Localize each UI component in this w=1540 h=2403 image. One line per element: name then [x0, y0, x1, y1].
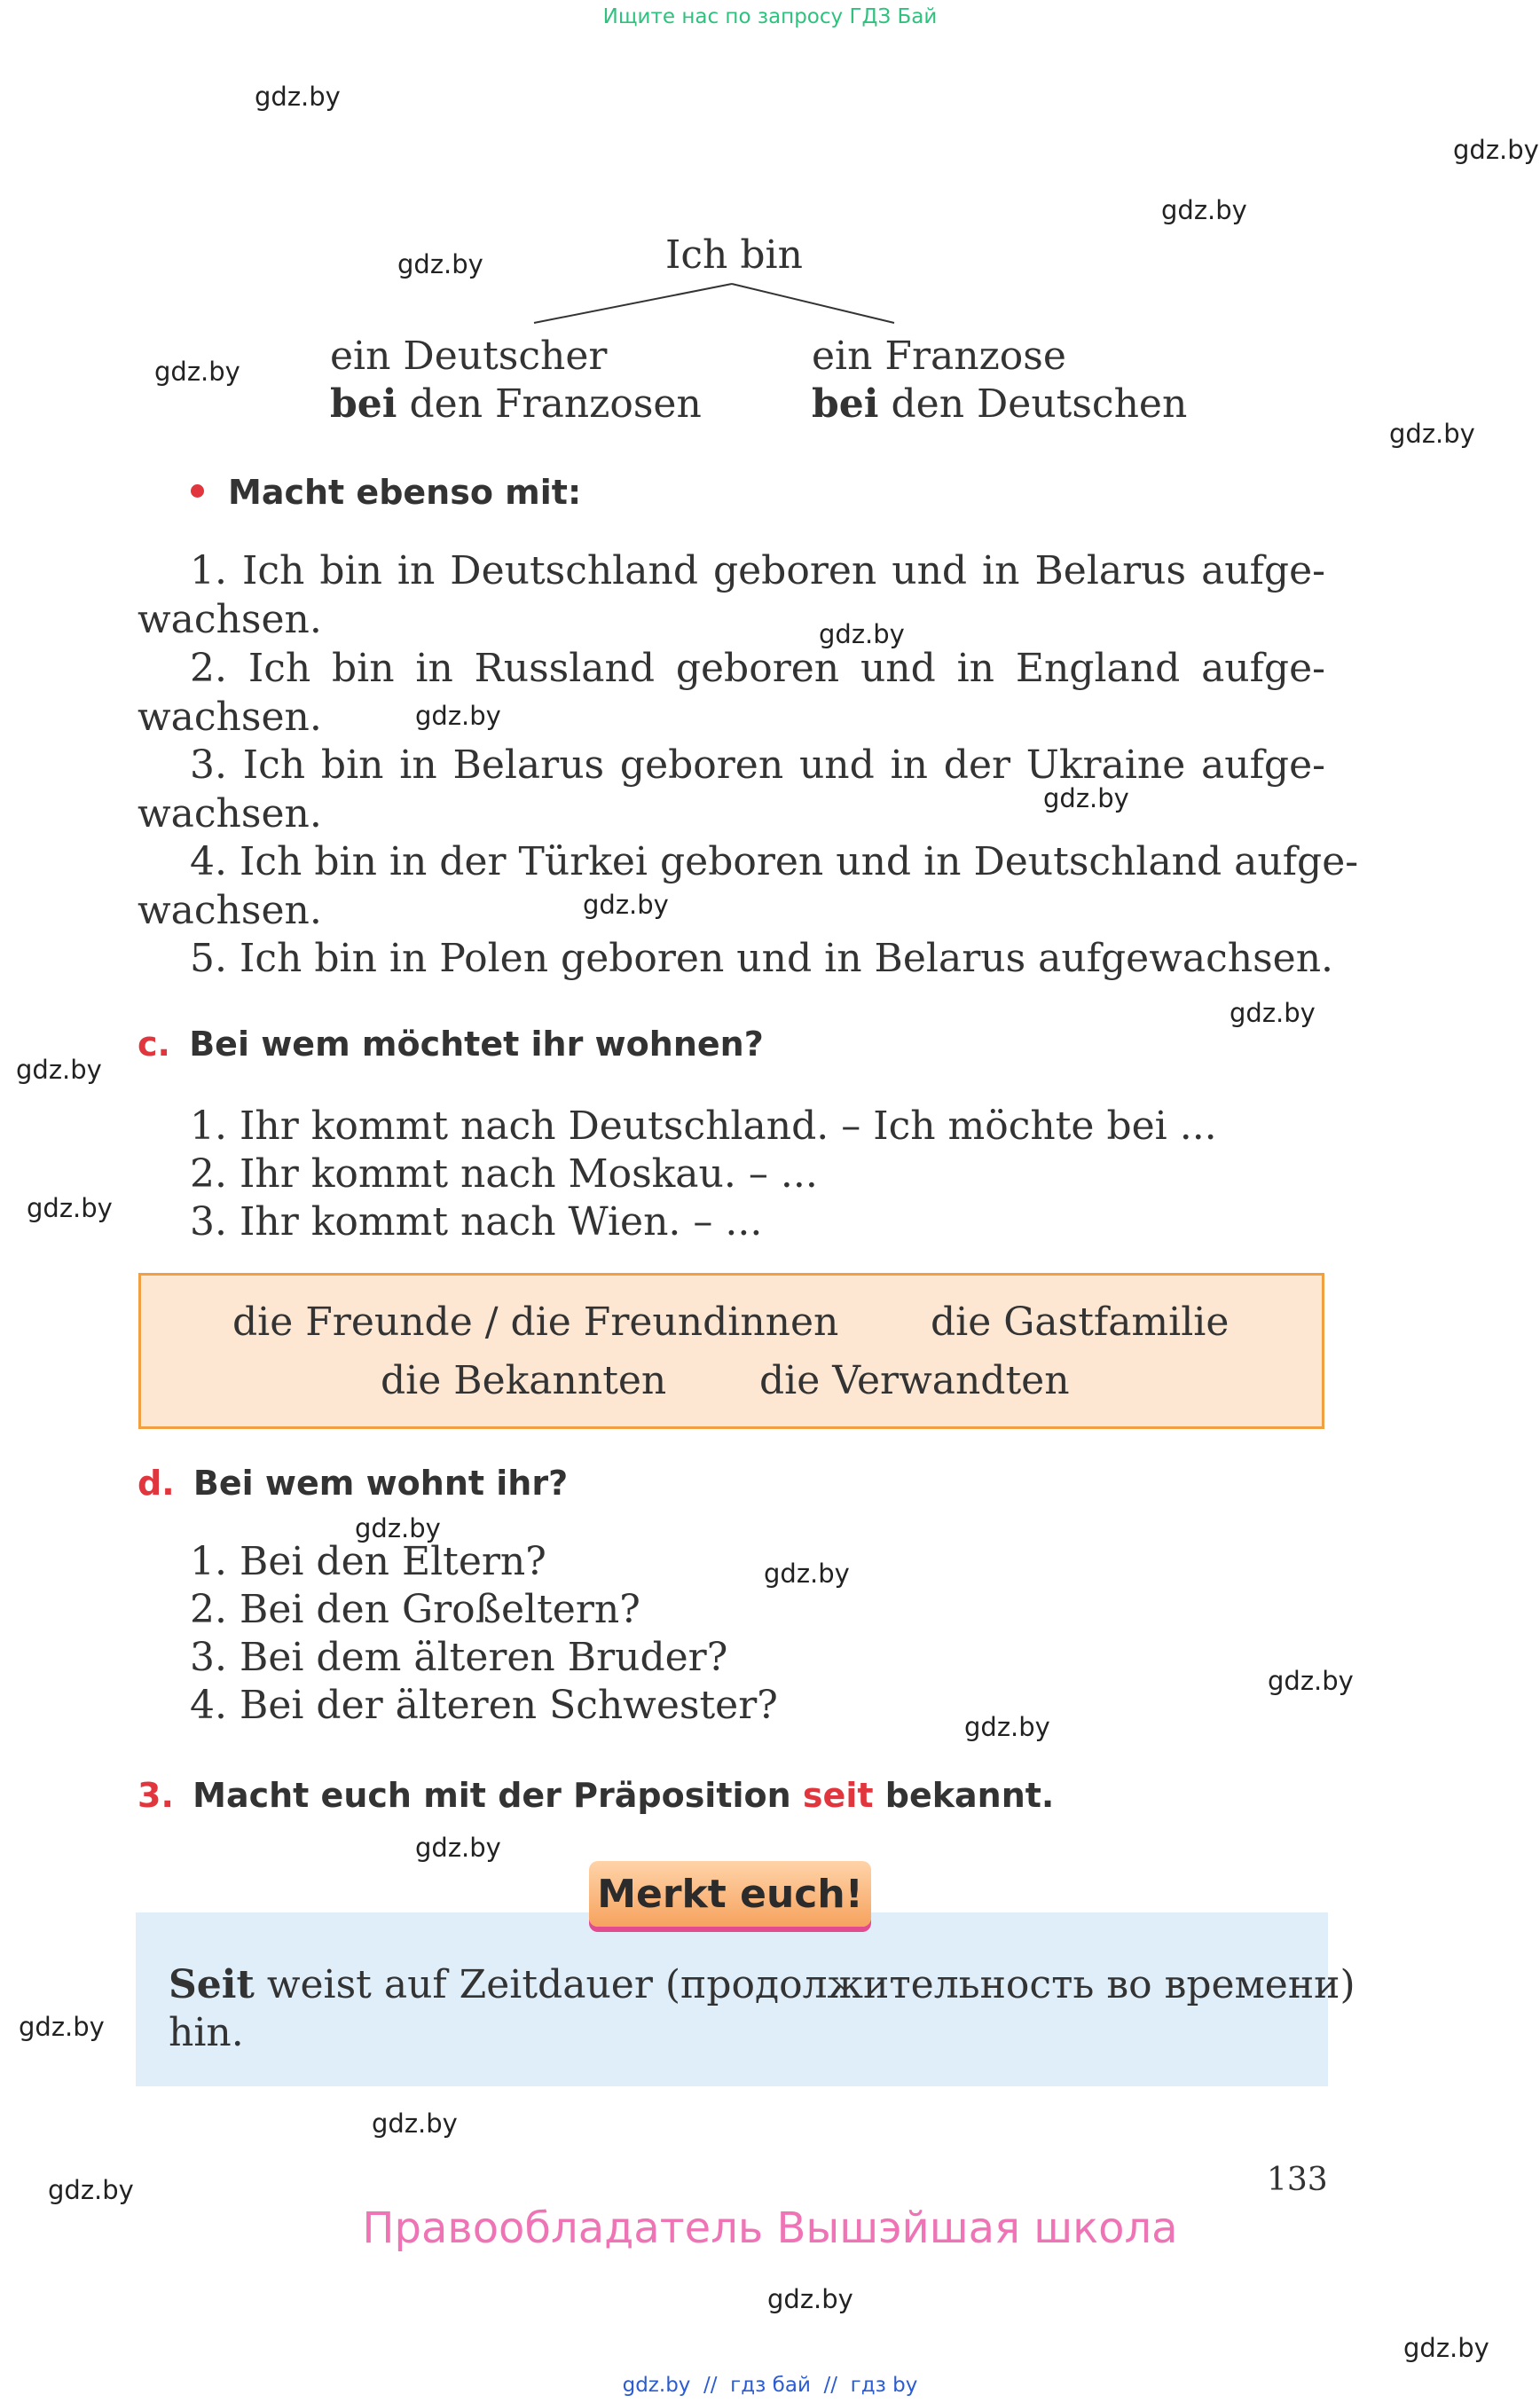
sentence-number: 4. — [190, 839, 227, 884]
item-text: Ihr kommt nach Deutschland. – Ich möchte bei ... — [239, 1103, 1217, 1149]
watermark: gdz.by — [19, 2012, 105, 2042]
watermark: gdz.by — [48, 2175, 134, 2205]
watermark: gdz.by — [372, 2109, 458, 2139]
sentence-number: 3. — [190, 742, 227, 788]
watermark: gdz.by — [16, 1055, 102, 1085]
item-text: Bei den Eltern? — [239, 1539, 546, 1584]
watermark: gdz.by — [1453, 135, 1539, 165]
diagram-left-bold: bei — [330, 381, 397, 427]
section-d-item-1 — [190, 1538, 1379, 1586]
diagram-right-rest: den Deutschen — [891, 381, 1188, 427]
section-d-letter: d. — [138, 1464, 175, 1503]
watermark: gdz.by — [1161, 195, 1247, 225]
item-number: 4. — [190, 1683, 227, 1728]
diagram-left-rest: den Franzosen — [409, 381, 702, 427]
sentence-number: 5. — [190, 936, 227, 981]
watermark: gdz.by — [1043, 783, 1129, 813]
word-box — [138, 1273, 1324, 1429]
diagram-right-line1: ein Franzose — [812, 334, 1066, 379]
item-text: Ihr kommt nach Wien. – ... — [239, 1199, 763, 1245]
sentence-2-line1 — [190, 645, 1325, 693]
merkt-euch-banner: Merkt euch! — [589, 1861, 871, 1927]
sentence-3-line1 — [190, 742, 1325, 789]
sentence-text: Ich bin in Deutschland geboren und in Belarus aufge- — [241, 548, 1325, 593]
diagram-root: Ich bin — [665, 232, 803, 278]
item-number: 1. — [190, 1539, 227, 1584]
top-notice[interactable]: Ищите нас по запросу ГДЗ Бай — [602, 5, 938, 28]
watermark: gdz.by — [27, 1193, 113, 1223]
section-d-item-3 — [190, 1634, 1379, 1682]
task-3-heading — [138, 1776, 1054, 1815]
item-number: 2. — [190, 1151, 227, 1197]
item-text: Bei der älteren Schwester? — [239, 1683, 778, 1728]
watermark: gdz.by — [397, 249, 483, 279]
section-d-title: Bei wem wohnt ihr? — [192, 1464, 569, 1503]
diagram-right-bold: bei — [812, 381, 879, 427]
diagram-left-line1: ein Deutscher — [330, 334, 608, 379]
watermark: gdz.by — [255, 82, 341, 112]
sentence-text: Ich bin in Polen geboren und in Belarus aufgewachsen. — [239, 936, 1334, 981]
task-intro: Macht ebenso mit: — [228, 473, 582, 512]
task-3-pre: Macht euch mit der Präposition — [192, 1776, 791, 1815]
section-c-item-1 — [190, 1103, 1379, 1150]
rule-line-1 — [169, 1962, 1355, 2007]
task-3-highlight: seit — [802, 1776, 874, 1815]
watermark: gdz.by — [767, 2284, 853, 2314]
sentence-number: 2. — [190, 646, 227, 691]
item-number: 1. — [190, 1103, 227, 1149]
rule-bold: Seit — [169, 1962, 255, 2007]
item-number: 2. — [190, 1587, 227, 1632]
sentence-text: Ich bin in Russland geboren und in England aufge- — [248, 646, 1325, 691]
item-text: Bei dem älteren Bruder? — [239, 1635, 728, 1680]
bullet-dot — [191, 484, 204, 498]
sentence-1-line1 — [190, 547, 1325, 595]
page-number: 133 — [1267, 2162, 1328, 2198]
section-c-item-3 — [190, 1198, 1379, 1246]
section-d-heading — [138, 1464, 568, 1503]
watermark: gdz.by — [964, 1712, 1050, 1742]
watermark: gdz.by — [415, 701, 501, 731]
item-number: 3. — [190, 1635, 227, 1680]
footer-links[interactable]: gdz.by // гдз бай // гдз by — [622, 2374, 918, 2397]
sentence-text: Ich bin in der Türkei geboren und in Deutschland aufge- — [239, 839, 1359, 884]
task-3-number: 3. — [138, 1776, 174, 1815]
section-d-item-4 — [190, 1682, 1379, 1730]
word-box-item: die Gastfamilie — [931, 1300, 1230, 1345]
watermark: gdz.by — [1403, 2333, 1489, 2363]
sentence-1-line2: wachsen. — [138, 597, 322, 642]
sentence-text: Ich bin in Belarus geboren und in der Ukraine aufge- — [242, 742, 1325, 788]
item-number: 3. — [190, 1199, 227, 1245]
sentence-number: 1. — [190, 548, 227, 593]
watermark: gdz.by — [1230, 998, 1316, 1028]
sentence-4-line2: wachsen. — [138, 888, 322, 933]
watermark: gdz.by — [415, 1833, 501, 1863]
watermark: gdz.by — [819, 619, 905, 649]
word-box-item: die Freunde / die Freundinnen — [232, 1300, 839, 1345]
watermark: gdz.by — [355, 1513, 441, 1543]
item-text: Ihr kommt nach Moskau. – ... — [239, 1151, 818, 1197]
watermark: gdz.by — [1389, 419, 1475, 449]
item-text: Bei den Großeltern? — [239, 1587, 640, 1632]
section-c-heading — [138, 1025, 764, 1064]
section-c-item-2 — [190, 1150, 1379, 1198]
diagram-left-line2 — [330, 381, 702, 427]
copyright: Правообладатель Вышэйшая школа — [362, 2203, 1178, 2253]
sentence-5-line1 — [190, 935, 1379, 983]
section-c-letter: c. — [138, 1025, 170, 1064]
section-d-item-2 — [190, 1586, 1379, 1634]
watermark: gdz.by — [154, 357, 240, 387]
sentence-4-line1 — [190, 838, 1359, 886]
sentence-3-line2: wachsen. — [138, 791, 322, 836]
rule-line-2: hin. — [169, 2010, 244, 2055]
task-3-post: bekannt. — [884, 1776, 1055, 1815]
rule-text: weist auf Zeitdauer (продолжительность во времени) — [266, 1962, 1355, 2007]
word-box-item: die Verwandten — [759, 1358, 1070, 1403]
word-box-item: die Bekannten — [381, 1358, 667, 1403]
diagram-right-line2 — [812, 381, 1187, 427]
sentence-2-line2: wachsen. — [138, 695, 322, 740]
watermark: gdz.by — [1268, 1666, 1354, 1696]
section-c-title: Bei wem möchtet ihr wohnen? — [189, 1025, 764, 1064]
watermark: gdz.by — [583, 890, 669, 920]
watermark: gdz.by — [764, 1559, 850, 1589]
diagram-branches — [523, 282, 905, 326]
